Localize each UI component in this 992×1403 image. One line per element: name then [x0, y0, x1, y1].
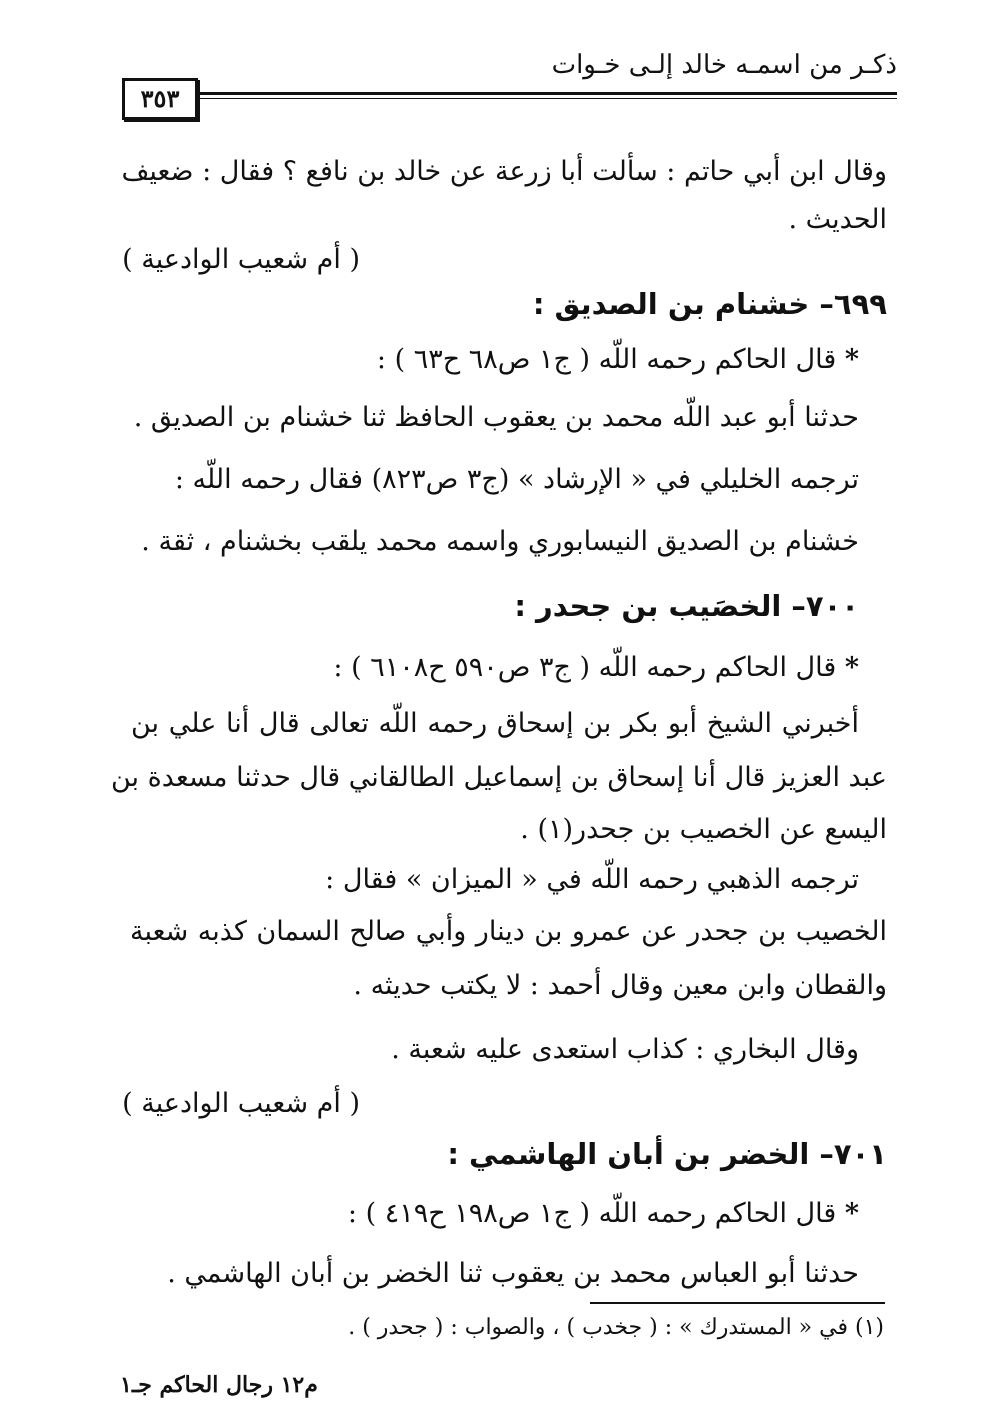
signature-mark: م١٢ رجال الحاكم جـ١	[120, 1372, 318, 1398]
entry-heading-701: ٧٠١– الخضر بن أبان الهاشمي :	[447, 1137, 887, 1171]
text-line: أخبرني الشيخ أبو بكر بن إسحاق رحمه اللّه تعالى قال أنا علي بن	[131, 708, 859, 739]
source-line	[333, 648, 859, 688]
text-line: حدثنا أبو عبد اللّه محمد بن يعقوب الحافظ ثنا خشنام بن الصديق .	[133, 402, 859, 433]
running-title: ذكـر من اسمـه خالد إلـى خـوات	[551, 50, 897, 80]
author-note: ( أم شعيب الوادعية )	[122, 1088, 360, 1119]
text-line: ترجمه الذهبي رحمه اللّه في « الميزان » فقال :	[325, 864, 859, 895]
text-line: ترجمه الخليلي في « الإرشاد » (ج٣ ص٨٢٣) فقال رحمه اللّه :	[174, 464, 859, 495]
author-note: ( أم شعيب الوادعية )	[122, 244, 360, 275]
header-rule	[200, 92, 897, 99]
source-line	[377, 340, 859, 380]
text-line: وقال ابن أبي حاتم : سألت أبا زرعة عن خالد بن نافع ؟ فقال : ضعيف	[121, 156, 887, 187]
asterisk-marker: *	[844, 652, 859, 683]
text-line: الحديث .	[788, 204, 887, 235]
source-text: قال الحاكم رحمه اللّه ( ج٣ ص٥٩٠ ح٦١٠٨ ) :	[333, 652, 837, 683]
asterisk-marker: *	[844, 344, 859, 375]
footnote-rule	[590, 1302, 885, 1304]
text-line: اليسع عن الخصيب بن جحدر(١) .	[520, 814, 887, 845]
entry-heading-699: ٦٩٩– خشنام بن الصديق :	[532, 287, 887, 321]
asterisk-marker: *	[844, 1198, 859, 1229]
text-line: خشنام بن الصديق النيسابوري واسمه محمد يلقب بخشنام ، ثقة .	[141, 526, 859, 557]
source-line	[348, 1194, 859, 1234]
text-line: حدثنا أبو العباس محمد بن يعقوب ثنا الخضر بن أبان الهاشمي .	[167, 1258, 859, 1289]
text-line: الخصيب بن جحدر عن عمرو بن دينار وأبي صالح السمان كذبه شعبة	[130, 916, 887, 947]
entry-heading-700: ٧٠٠– الخصَيب بن جحدر :	[514, 589, 859, 623]
source-text: قال الحاكم رحمه اللّه ( ج١ ص١٩٨ ح٤١٩ ) :	[347, 1198, 837, 1229]
text-line: وقال البخاري : كذاب استعدى عليه شعبة .	[391, 1034, 859, 1065]
source-text: قال الحاكم رحمه اللّه ( ج١ ص٦٨ ح٦٣ ) :	[376, 344, 837, 375]
text-line: والقطان وابن معين وقال أحمد : لا يكتب حديثه .	[353, 970, 887, 1001]
page-number: ٣٥٣	[122, 78, 198, 120]
text-line: عبد العزيز قال أنا إسحاق بن إسماعيل الطالقاني قال حدثنا مسعدة بن	[110, 762, 887, 793]
footnote: (١) في « المستدرك » : ( جخدب ) ، والصواب : ( جحدر ) .	[348, 1315, 884, 1340]
